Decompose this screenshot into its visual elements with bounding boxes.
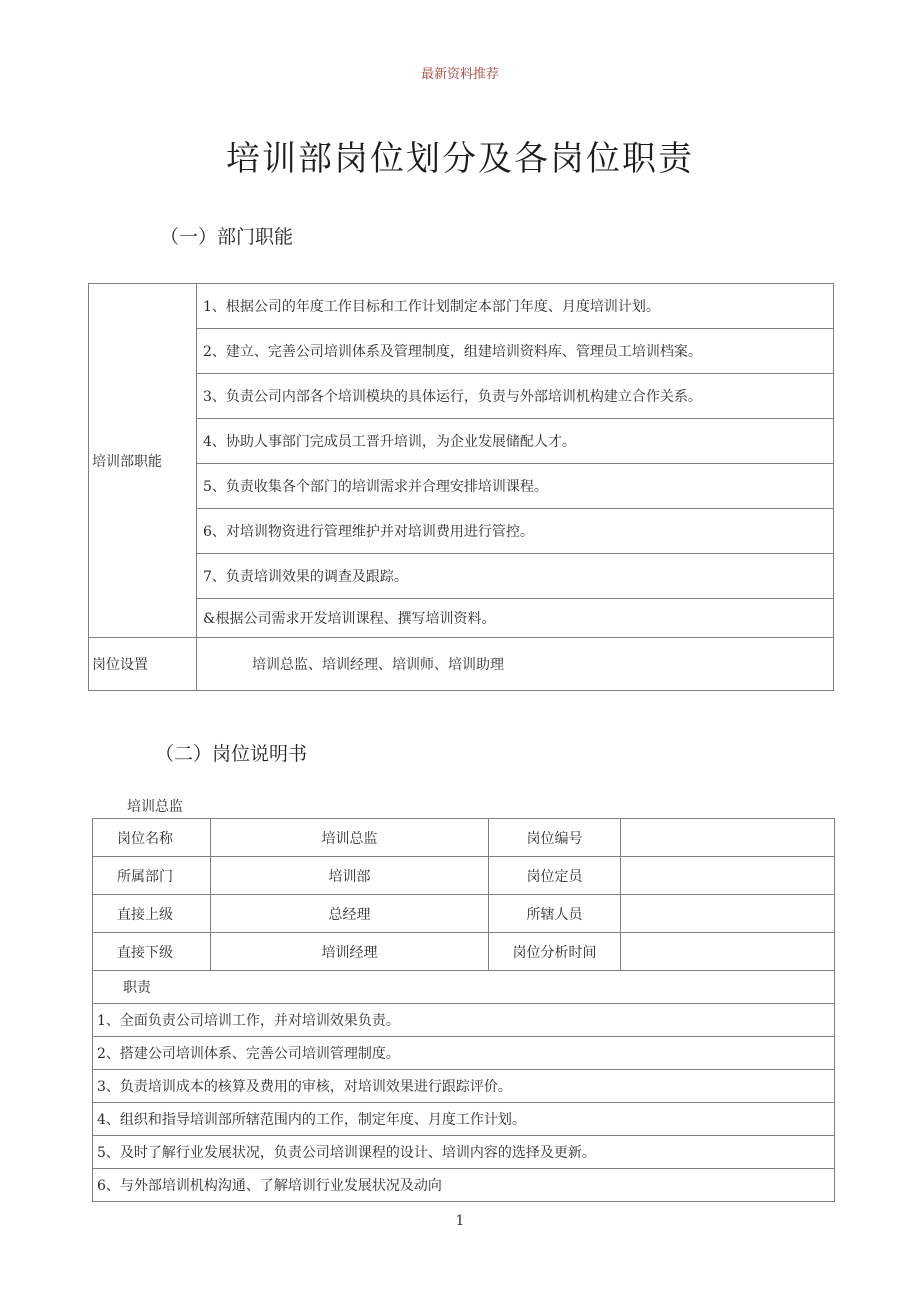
table-row: [93, 857, 835, 895]
duty-item: 5、及时了解行业发展状况，负责公司培训课程的设计、培训内容的选择及更新。: [93, 1136, 835, 1169]
section-2-heading: （二）岗位说明书: [155, 743, 308, 765]
info-value-empty: [621, 895, 835, 933]
page-title: 培训部岗位划分及各岗位职责: [226, 139, 694, 179]
duties-header: 职责: [93, 971, 835, 1004]
dept-function-item: 5、负责收集各个部门的培训需求并合理安排培训课程。: [197, 464, 834, 509]
info-label: 岗位分析时间: [489, 933, 621, 971]
info-label: 直接下级: [93, 933, 211, 971]
table-row: [93, 933, 835, 971]
page-number: 1: [455, 1213, 465, 1229]
info-value: 培训经理: [211, 933, 489, 971]
info-label: 所属部门: [93, 857, 211, 895]
table-row: [93, 1169, 835, 1202]
table-row: [93, 1136, 835, 1169]
info-label: 直接上级: [93, 895, 211, 933]
duty-item: 2、搭建公司培训体系、完善公司培训管理制度。: [93, 1037, 835, 1070]
info-label: 岗位名称: [93, 819, 211, 857]
table-row: [93, 1103, 835, 1136]
department-functions-table: [88, 283, 834, 691]
info-value: 培训总监: [211, 819, 489, 857]
dept-function-item: 1、根据公司的年度工作目标和工作计划制定本部门年度、月度培训计划。: [197, 284, 834, 329]
dept-function-item: 3、负责公司内部各个培训模块的具体运行，负责与外部培训机构建立合作关系。: [197, 374, 834, 419]
table-row: [93, 1004, 835, 1037]
dept-function-item: 7、负责培训效果的调查及跟踪。: [197, 554, 834, 599]
table-row: [89, 638, 834, 691]
position-name-label: 培训总监: [127, 799, 183, 815]
table-row: [89, 554, 834, 599]
table-row: [89, 464, 834, 509]
positions-row-value: 培训总监、培训经理、培训师、培训助理: [197, 638, 834, 691]
info-label: 岗位编号: [489, 819, 621, 857]
table-row: [93, 819, 835, 857]
info-label: 岗位定员: [489, 857, 621, 895]
section-1-heading: （一）部门职能: [160, 226, 294, 248]
duty-item: 6、与外部培训机构沟通、了解培训行业发展状况及动向: [93, 1169, 835, 1202]
dept-function-item: 6、对培训物资进行管理维护并对培训费用进行管控。: [197, 509, 834, 554]
dept-function-item: &根据公司需求开发培训课程、撰写培训资料。: [197, 599, 834, 638]
positions-row-label: 岗位设置: [89, 638, 197, 691]
info-value: 培训部: [211, 857, 489, 895]
table-row: [93, 1037, 835, 1070]
dept-functions-row-label: 培训部职能: [89, 284, 197, 638]
info-value: 总经理: [211, 895, 489, 933]
table-row: [89, 509, 834, 554]
table-row: [93, 1070, 835, 1103]
table-row: [89, 419, 834, 464]
header-note: 最新资料推荐: [420, 67, 499, 82]
duty-item: 1、全面负责公司培训工作，并对培训效果负责。: [93, 1004, 835, 1037]
duty-item: 3、负责培训成本的核算及费用的审核，对培训效果进行跟踪评价。: [93, 1070, 835, 1103]
duty-item: 4、组织和指导培训部所辖范围内的工作，制定年度、月度工作计划。: [93, 1103, 835, 1136]
info-value-empty: [621, 857, 835, 895]
info-value-empty: [621, 819, 835, 857]
dept-function-item: 2、建立、完善公司培训体系及管理制度，组建培训资料库、管理员工培训档案。: [197, 329, 834, 374]
info-label: 所辖人员: [489, 895, 621, 933]
table-row: [89, 284, 834, 329]
position-info-table: [92, 818, 835, 1202]
dept-function-item: 4、协助人事部门完成员工晋升培训，为企业发展储配人才。: [197, 419, 834, 464]
table-row: [93, 971, 835, 1004]
table-row: [89, 329, 834, 374]
table-row: [89, 599, 834, 638]
table-row: [93, 895, 835, 933]
table-row: [89, 374, 834, 419]
info-value-empty: [621, 933, 835, 971]
